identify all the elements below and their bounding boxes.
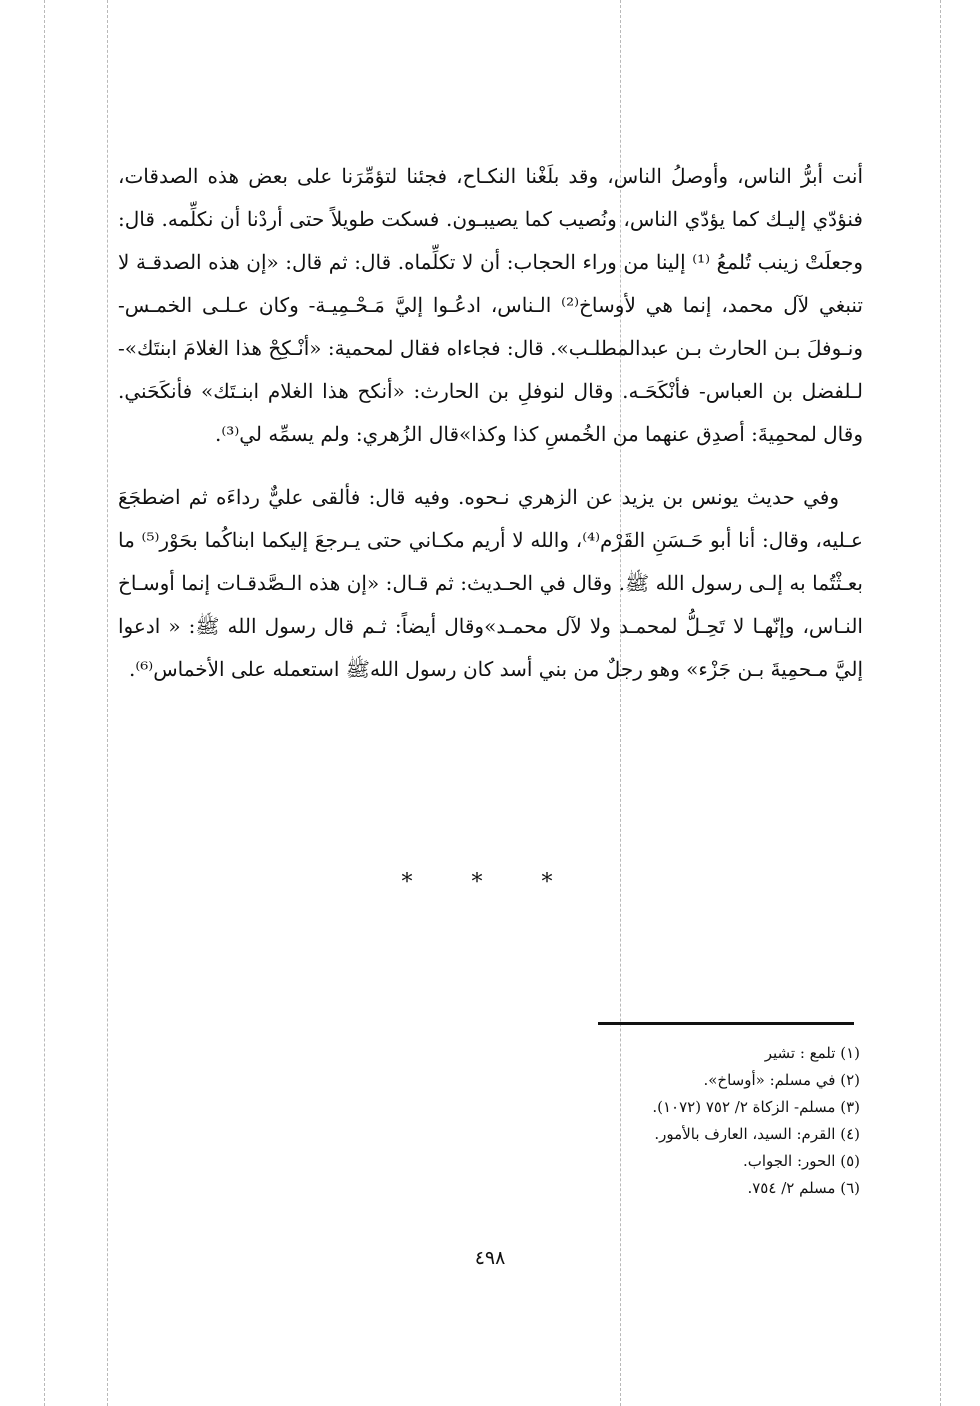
page-number: ٤٩٨: [474, 1247, 506, 1269]
footnote: (٤) القرم: السيد، العارف بالأمور.: [654, 1125, 860, 1143]
footnote-rule: [598, 1022, 854, 1025]
scan-guide-line: [940, 0, 941, 1406]
paragraph: أنت أبرُّ الناس، وأوصلُ الناس، وقد بلَغْنا النكـاح، فجئنا لتؤمِّرَنا على بعض هذه الصدقات، فنؤدّي إليـك كما يؤدّي الناس، ونُصيب كما يصيبـون. فسكت طويلاً حتى أردْنا أن نكلِّمه. قال: وجعلَتْ زينب تُلمعُ ⁽¹⁾ إلينا من وراء الحجاب: أن لا تكلِّماه. قال: ثم قال: «إن هذه الصدقـة لا تنبغي لآل محمد، إنما هي لأوساخ⁽²⁾ الـناس، ادعُـوا إليَّ مَـحْـمِيـة- وكان عـلـى الخمـس- ونـوفلَ بـن الحارث بـن عبدالمطلـب». قال: فجاءاه فقال لمحمية: «أنْـكِحْ هذا الغلامَ ابنتَك»- لـلفضل بن العباس- فأنْكَحَـه. وقال لنوفلِ بن الحارث: «أنكح هذا الغلام ابنـتَك» فأنكَحَني. وقال لمحمِيةَ: أصدِق عنهما من الخُمسِ كذا وكذا»قال الزُهري: ولم يسمِّه لي⁽³⁾.: [118, 164, 863, 446]
footnote: (٣) مسلم- الزكاة ٢/ ٧٥٢ (١٠٧٢).: [652, 1098, 860, 1116]
footnote: (١) تلمع : تشير: [764, 1044, 860, 1062]
body-text: [118, 155, 863, 691]
section-separator: * * *: [401, 870, 579, 895]
footnote: (٢) في مسلم: «أوساخ».: [703, 1071, 860, 1089]
scan-guide-line: [107, 0, 108, 1406]
paragraph: وفي حديث يونس بن يزيد عن الزهري نـحوه. وفيه قال: فألقى عليٌّ رداءَه ثم اضطجَعَ عـليه، وقال: أنا أبو حَـسَنِ القَرْم⁽⁴⁾، والله لا أريم مكـاني حتى يـرجعَ إليكما ابناكُما بحَوْر⁽⁵⁾ ما بعـثْتُما به إلـى رسول الله ﷺ. وقال في الحـديث: ثم قـال: «إن هذه الـصَّدقـات إنما أوسـاخ النـاس، وإنّهـا لا تَحِـلُّ لمحمـد ولا لآل محمـد»وقال أيضاً: ثـم قال رسول الله ﷺ: « ادعوا إليَّ مـحمِيةَ بـن جَزْء» وهو رجلٌ من بني أسد كان رسول اللهﷺ استعمله على الأخماس⁽⁶⁾.: [118, 485, 863, 681]
scan-guide-line: [44, 0, 45, 1406]
footnotes: [560, 1040, 860, 1202]
footnote: (٦) مسلم ٢/ ٧٥٤.: [747, 1179, 860, 1197]
footnote: (٥) الحور: الجواب.: [742, 1152, 860, 1170]
